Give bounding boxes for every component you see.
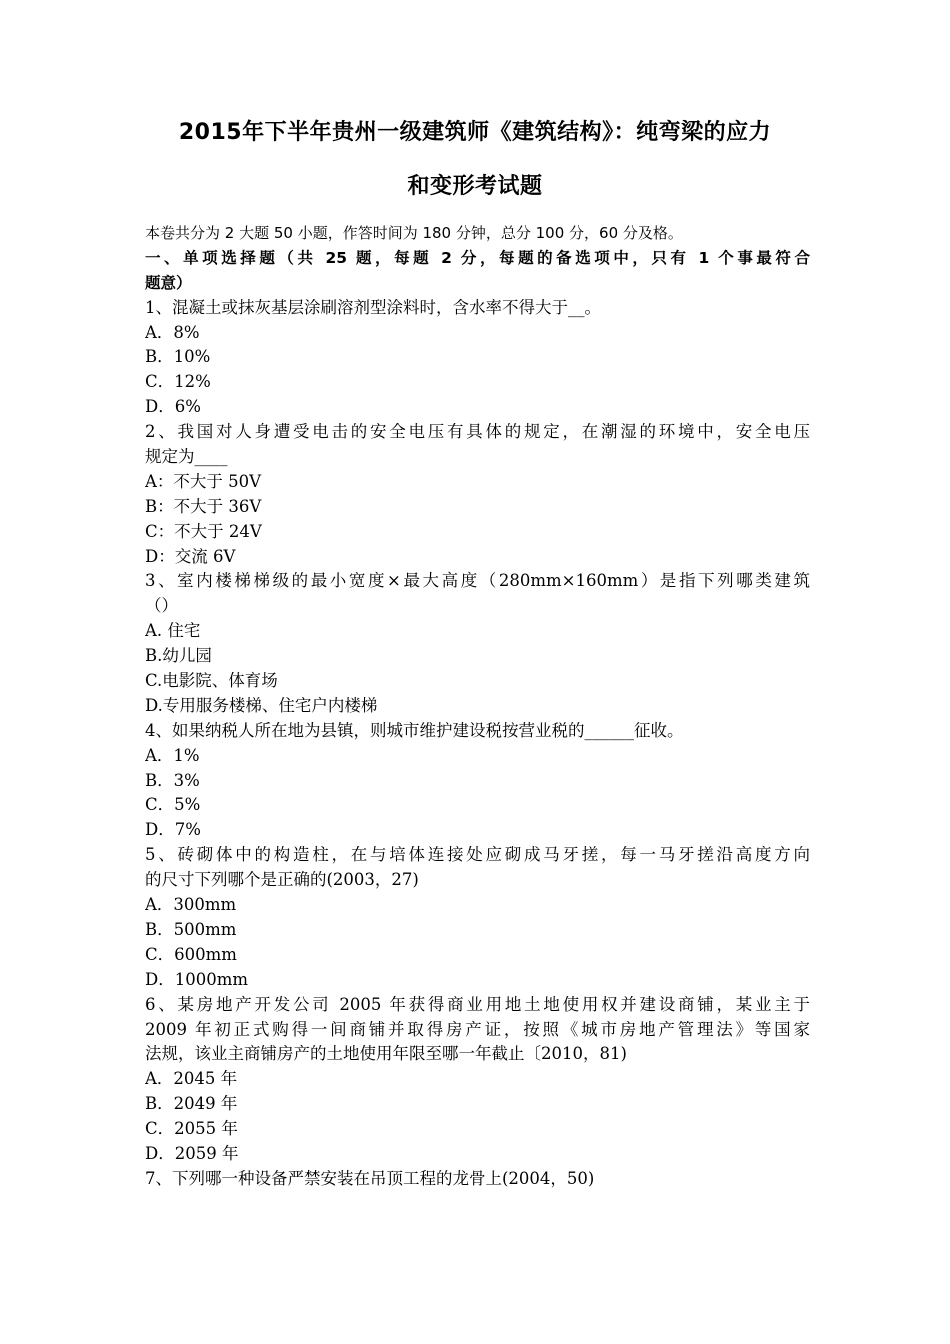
question-1-option-d: D．6% <box>145 397 201 417</box>
question-2-option-b: B：不大于 36V <box>145 496 262 516</box>
question-3-stem-line-2: （） <box>145 596 178 616</box>
question-6-stem-line-2: 2009 年初正式购得一间商铺并取得房产证，按照《城市房地产管理法》等国家 <box>145 1019 810 1039</box>
question-4-option-c: C．5% <box>145 795 201 815</box>
question-6-option-a: A．2045 年 <box>145 1069 238 1089</box>
question-2-option-a: A：不大于 50V <box>145 471 262 491</box>
question-6-stem-line-3: 法规，该业主商铺房产的土地使用年限至哪一年截止〔2010，81) <box>145 1044 627 1064</box>
question-4-stem: 4、如果纳税人所在地为县镇，则城市维护建设税按营业税的______征收。 <box>145 720 684 740</box>
question-6-option-c: C．2055 年 <box>145 1119 238 1139</box>
question-2-option-c: C：不大于 24V <box>145 521 262 541</box>
question-6-stem-line-1: 6、某房地产开发公司 2005 年获得商业用地土地使用权并建设商铺，某业主于 <box>145 994 810 1014</box>
exam-intro: 本卷共分为 2 大题 50 小题，作答时间为 180 分钟，总分 100 分，60 分及格。 <box>145 224 683 242</box>
question-2-stem-line-2: 规定为____ <box>145 447 228 467</box>
question-2-stem-line-1: 2、我国对人身遭受电击的安全电压有具体的规定，在潮湿的环境中，安全电压 <box>145 422 810 442</box>
question-1-option-b: B．10% <box>145 347 211 367</box>
question-2-option-d: D：交流 6V <box>145 546 236 566</box>
document-title-line-2: 和变形考试题 <box>407 174 543 199</box>
question-1-option-a: A．8% <box>145 322 200 342</box>
question-6-option-b: B．2049 年 <box>145 1094 238 1114</box>
question-5-stem-line-2: 的尺寸下列哪个是正确的(2003，27) <box>145 870 419 890</box>
question-4-option-d: D．7% <box>145 820 201 840</box>
question-6-option-d: D．2059 年 <box>145 1143 239 1163</box>
question-5-stem-line-1: 5、砖砌体中的构造柱，在与培体连接处应砌成马牙搓，每一马牙搓沿高度方向 <box>145 845 810 865</box>
question-1-option-c: C．12% <box>145 372 211 392</box>
question-4-option-b: B．3% <box>145 770 200 790</box>
question-3-option-b: B.幼儿园 <box>145 646 212 666</box>
question-4-option-a: A．1% <box>145 745 200 765</box>
question-3-option-c: C.电影院、体育场 <box>145 671 278 691</box>
question-5-option-b: B．500mm <box>145 919 237 939</box>
document-body <box>145 221 810 1192</box>
question-3-option-d: D.专用服务楼梯、住宅户内楼梯 <box>145 695 378 715</box>
question-1-stem: 1、混凝土或抹灰基层涂刷溶剂型涂料时，含水率不得大于__。 <box>145 297 601 317</box>
question-3-stem-line-1: 3、室内楼梯梯级的最小宽度×最大高度（280mm×160mm）是指下列哪类建筑 <box>145 571 810 591</box>
question-5-option-c: C．600mm <box>145 944 237 964</box>
question-7-stem: 7、下列哪一种设备严禁安装在吊顶工程的龙骨上(2004，50) <box>145 1168 595 1188</box>
question-3-option-a: A. 住宅 <box>145 621 201 641</box>
document-title-line-1: 2015年下半年贵州一级建筑师《建筑结构》：纯弯梁的应力 <box>178 120 772 145</box>
question-5-option-a: A．300mm <box>145 895 237 915</box>
section-heading-line-1: 一、单项选择题（共 25 题，每题 2 分，每题的备选项中，只有 1 个事最符合 <box>145 248 810 267</box>
question-5-option-d: D．1000mm <box>145 969 249 989</box>
section-heading-line-2: 题意） <box>145 273 192 292</box>
